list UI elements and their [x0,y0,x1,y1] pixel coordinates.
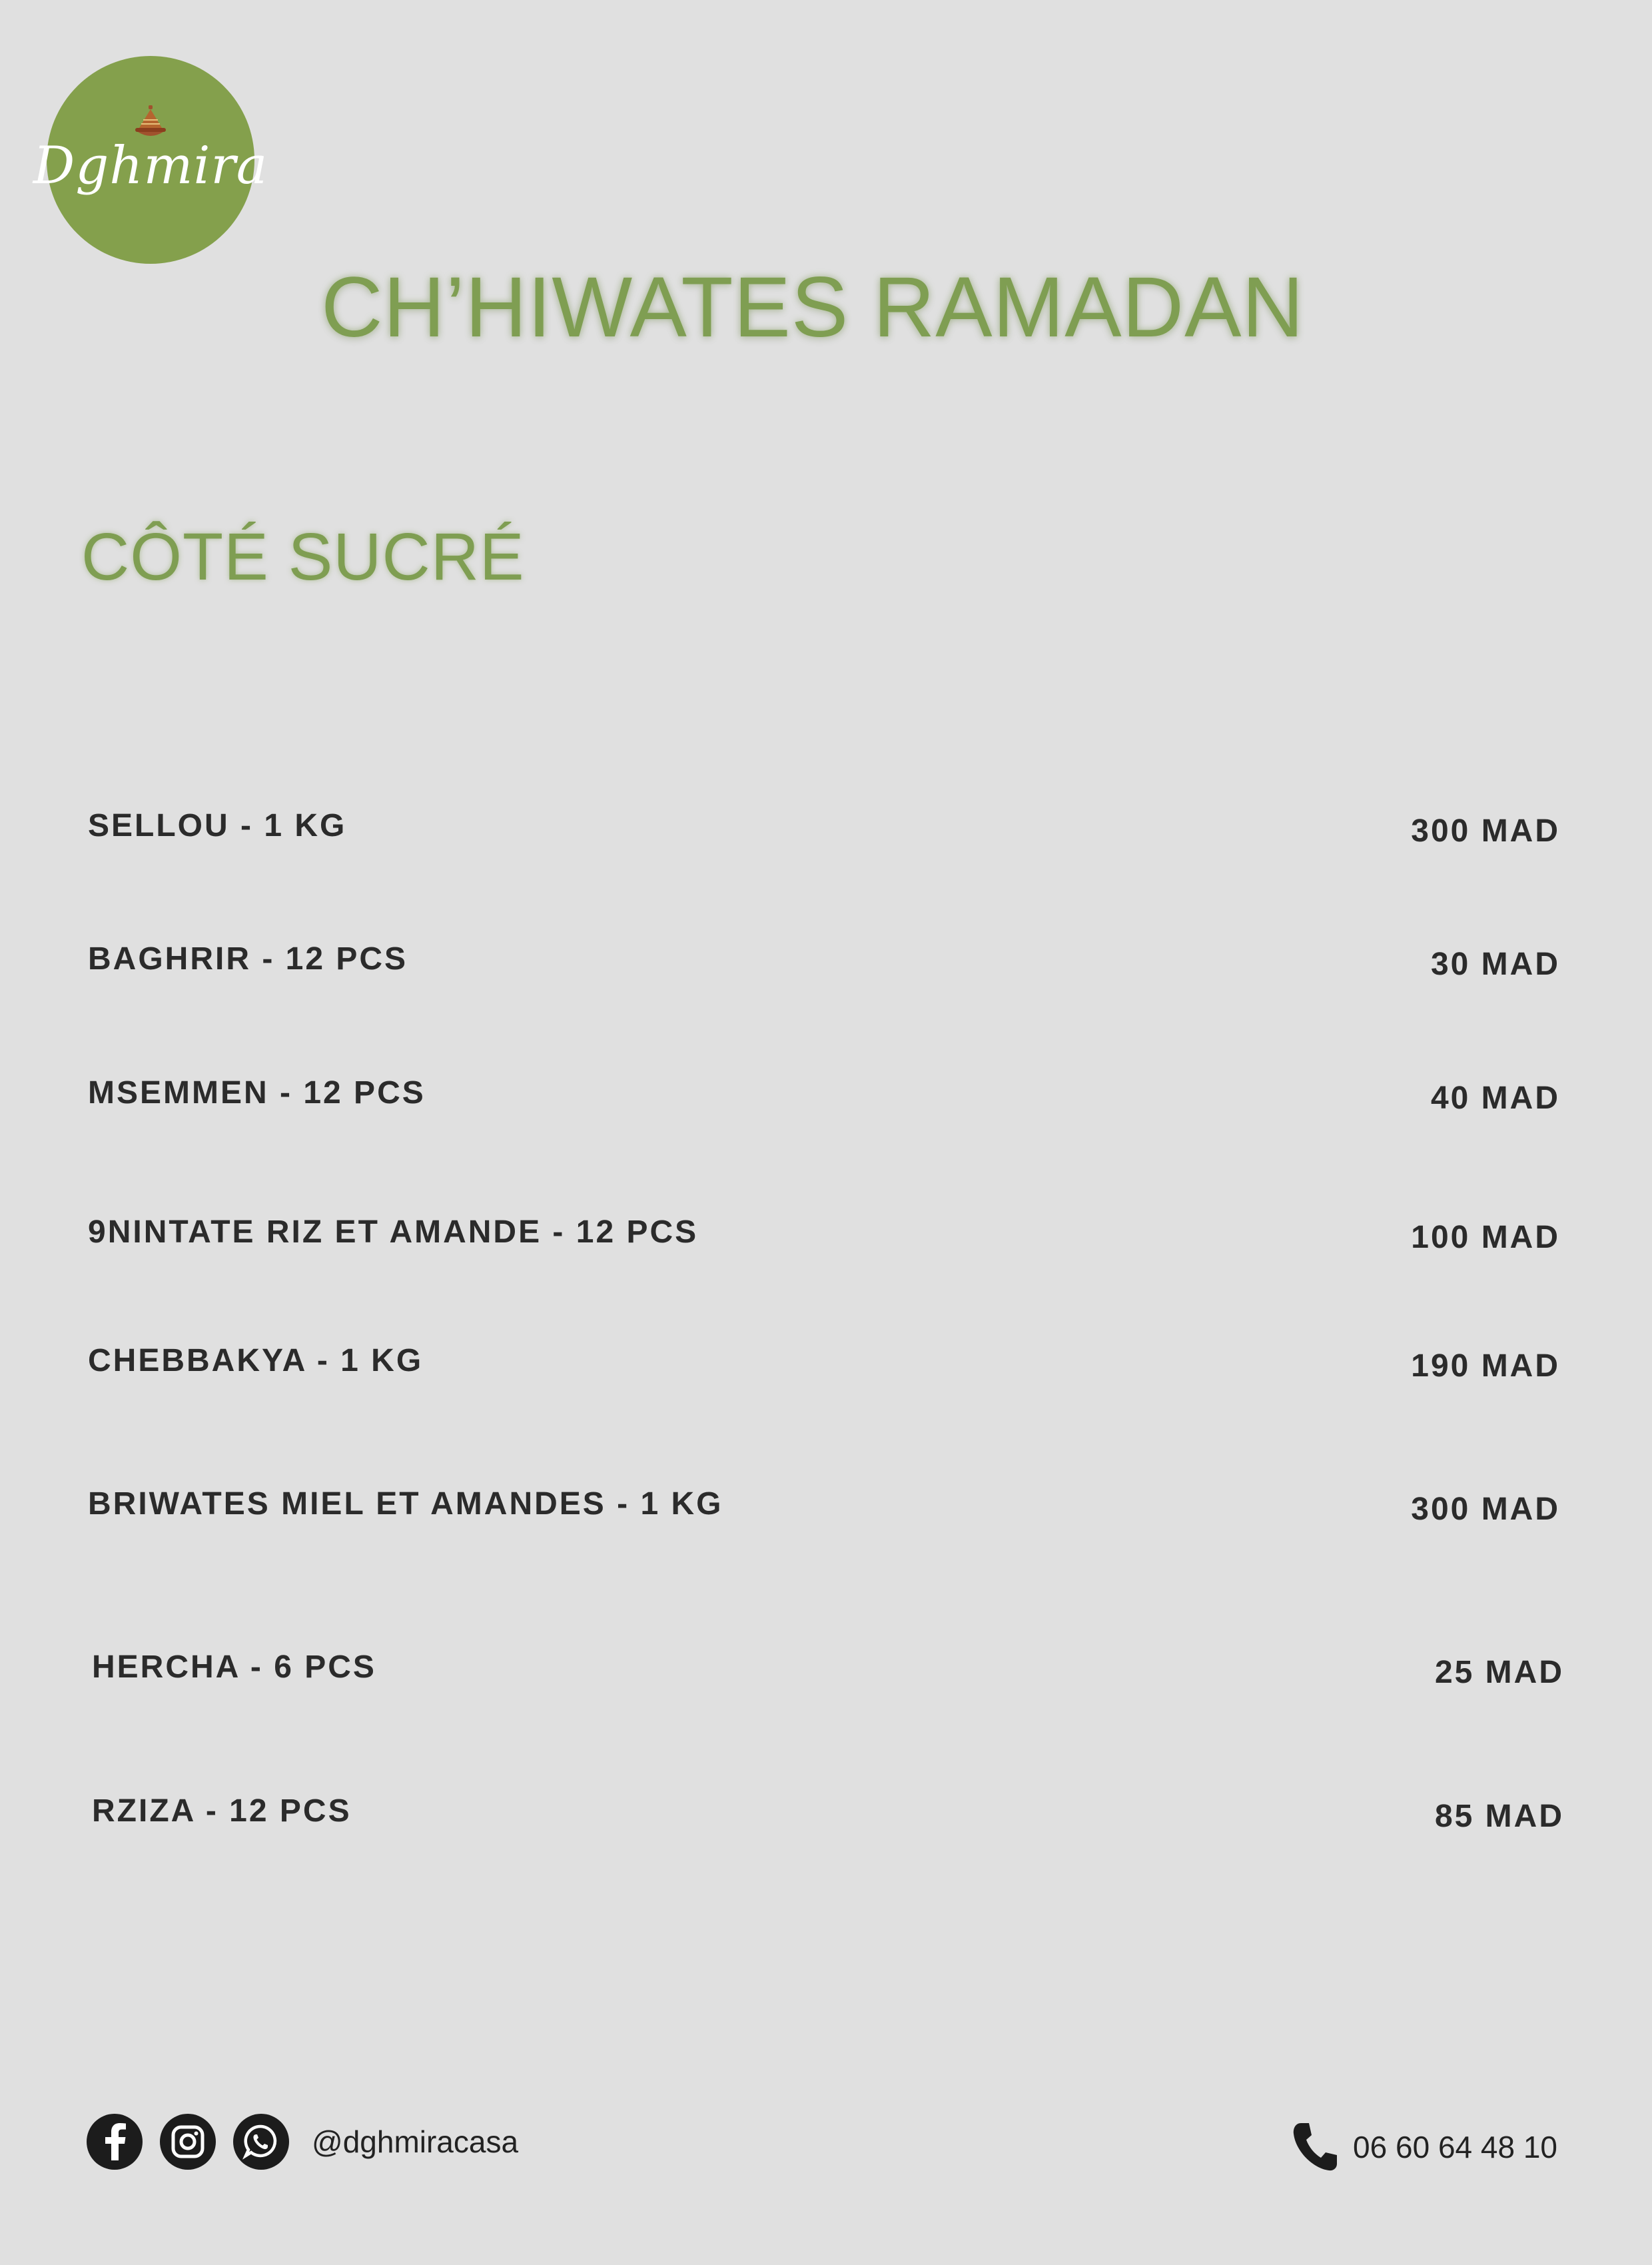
item-name: HERCHA - 6 PCS [92,1649,376,1685]
phone-number[interactable]: 06 60 64 48 10 [1353,2130,1557,2164]
item-name: CHEBBAKYA - 1 KG [88,1343,424,1378]
item-name: MSEMMEN - 12 PCS [88,1075,426,1111]
contact-phone [1292,2118,1557,2176]
item-name: 9NINTATE RIZ ET AMANDE - 12 PCS [88,1214,699,1250]
menu-item [88,807,1560,861]
item-price: 40 MAD [1430,1081,1560,1116]
section-title: CÔTÉ SUCRÉ [81,520,525,594]
brand-logo [33,56,268,264]
phone-icon [1292,2122,1338,2172]
whatsapp-icon[interactable] [233,2114,289,2170]
menu-item [88,941,1560,994]
item-name: BAGHRIR - 12 PCS [88,941,408,977]
menu-item [92,1793,1564,1846]
menu-item [92,1649,1564,1702]
item-price: 30 MAD [1430,947,1560,982]
menu-item [88,1342,1560,1396]
menu-item [88,1075,1560,1128]
facebook-icon[interactable] [87,2114,143,2170]
item-price: 100 MAD [1411,1220,1560,1255]
item-price: 190 MAD [1411,1348,1560,1384]
instagram-icon[interactable] [160,2114,216,2170]
item-price: 300 MAD [1411,813,1560,849]
social-handle[interactable]: @dghmiracasa [312,2124,519,2159]
menu-item [88,1486,1560,1539]
social-links [87,2113,518,2170]
item-price: 25 MAD [1434,1655,1564,1690]
logo-text: Dghmira [33,136,268,196]
item-name: BRIWATES MIEL ET AMANDES - 1 KG [88,1486,723,1522]
tajine-icon [131,104,170,143]
item-name: SELLOU - 1 KG [88,808,347,843]
page-title: CH’HIWATES RAMADAN [321,260,1304,355]
item-price: 85 MAD [1434,1799,1564,1834]
menu-item [88,1214,1560,1267]
item-price: 300 MAD [1411,1492,1560,1527]
item-name: RZIZA - 12 PCS [92,1793,352,1829]
